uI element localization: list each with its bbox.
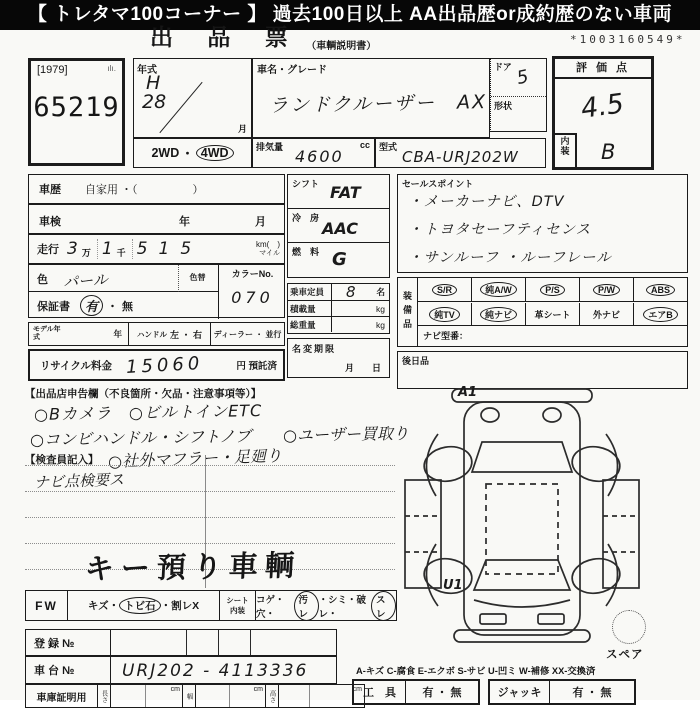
seat-interior-label: シート内装 (226, 596, 249, 615)
header-banner: 【 トレタマ100コーナー 】 過去100日以上 AA出品歴or成約歴のない車両 (0, 0, 700, 30)
hood-line (474, 600, 570, 607)
equip-cell-ps (526, 278, 580, 301)
drive-separator: ・ (181, 147, 194, 161)
shaken-label: 車検 (39, 216, 61, 228)
door-value: 5 (514, 66, 531, 89)
fog-light-right (538, 614, 564, 624)
fuel-cell (288, 243, 389, 276)
year-month-label: 月 (237, 124, 247, 134)
registration-divider-2 (218, 630, 219, 655)
mileage-sen-value: 1 (101, 239, 113, 259)
year-number: 28 (142, 91, 167, 113)
equip-airbag-label: エアB (643, 307, 678, 322)
car-body (464, 402, 580, 635)
lot-tag-mark: ılı. (107, 64, 116, 73)
capacity-value: 8 (346, 283, 356, 301)
equip-cell-abs (634, 278, 687, 301)
door-shape-box (490, 58, 547, 132)
fw-damage-part1: キズ・ (87, 600, 120, 612)
weight-label: 総重量 (288, 317, 332, 332)
registration-row (25, 629, 337, 656)
garage-row (25, 684, 365, 708)
note-line-1 (25, 465, 395, 466)
inspector-line2: ナビ点検要ス (33, 470, 125, 492)
fender-rear-right (606, 434, 618, 496)
equip-cell-airbag (634, 303, 687, 325)
car-diagram (402, 384, 642, 646)
equip-ps-label: P/S (540, 284, 565, 296)
fw-label: FW (35, 598, 58, 613)
vehicle-name-box (252, 58, 490, 138)
rear-window (472, 442, 572, 472)
shaken-month-label: 月 (255, 216, 266, 228)
mileage-man-unit: 万 (81, 247, 91, 258)
load-unit: kg (376, 303, 385, 314)
color-warranty-block (28, 264, 285, 318)
rear-right-detail (543, 408, 561, 422)
equip-aw-label: 純A/W (480, 282, 517, 297)
lot-number: 65219 (33, 92, 120, 123)
score-value: 4.5 (579, 88, 626, 125)
vehicle-name-value: ランドクルーザー AX (268, 91, 488, 117)
fuel-value: G (332, 249, 347, 270)
navi-model-label: ナビ型番： (423, 331, 469, 341)
key-deposit-note: キー預り車輌 (83, 550, 302, 586)
drive-row (133, 138, 252, 168)
shaken-row (28, 204, 285, 234)
weight-unit: kg (376, 319, 385, 330)
equipment-block (397, 277, 688, 347)
seat-damage-part2: 汚レ (294, 591, 319, 621)
warranty-yes: 有 (80, 295, 103, 316)
warranty-no: 無 (122, 300, 134, 313)
seller-note-line1: ○Bカメラ ○ビルトインETC (33, 401, 263, 424)
warranty-cell (29, 292, 219, 319)
recycle-value: 15060 (125, 352, 204, 378)
seller-note-label: 【出品店申告欄（不良箇所・欠品・注意事項等）】 (25, 388, 262, 400)
color-value: パール (62, 270, 109, 292)
drive-2wd: 2WD (151, 146, 180, 160)
fw-damage-part3: ・割レX (160, 600, 200, 612)
garage-height-cm: cm (352, 686, 362, 693)
color-no-cell (219, 265, 286, 319)
recycle-row (28, 349, 285, 381)
sales-line-1: ・メーカーナビ、DTV (408, 194, 565, 210)
equip-cell-aw (472, 278, 526, 301)
garage-height-label: 高さ (268, 689, 276, 703)
chassis-label: 車 台 № (34, 665, 75, 677)
mileage-row (28, 234, 285, 264)
equip-cell-sr (418, 278, 472, 301)
mileage-mile-label: マイル (259, 249, 280, 257)
seat-damage-cell (256, 591, 396, 620)
door-shape-divider (491, 96, 546, 97)
equip-leather-label: 革シート (534, 309, 571, 320)
drive-4wd: 4WD (196, 145, 234, 161)
fw-damage-cell (68, 591, 220, 620)
year-box (133, 58, 252, 138)
year-era: H (146, 72, 161, 94)
fender-rear-left (426, 434, 438, 496)
later-items-label: 後日品 (402, 356, 430, 366)
warranty-dot: ・ (107, 300, 119, 313)
chassis-value: URJ202 - 4113336 (122, 661, 309, 681)
model-year-row (28, 322, 285, 346)
displacement-label: 排気量 (256, 142, 284, 152)
color-change-label: 色替 (189, 273, 206, 283)
jack-value: 有 ・ 無 (572, 687, 612, 699)
equip-navi-label: 純ナビ (480, 307, 517, 322)
jack-box (488, 679, 636, 705)
note-line-2 (25, 491, 395, 492)
mileage-man-value: 3 (67, 239, 78, 259)
shift-label: シフト (292, 179, 320, 189)
equip-cell-pw (580, 278, 634, 301)
handle-value: 左 ・ 右 (169, 329, 202, 340)
load-row (288, 301, 389, 317)
sales-line-3: ・サンルーフ ・ルーフレール (408, 250, 612, 266)
sales-line-2: ・トヨタセーフティセンス (408, 222, 592, 238)
fw-damage-part2: トビ石 (119, 597, 161, 614)
ac-cell (288, 209, 389, 243)
seller-note-line2: ○コンビハンドル・シフトノブ ○ユーザー買取り (29, 423, 410, 450)
capacity-label: 乗車定員 (288, 284, 332, 300)
equip-cell-navi (472, 303, 526, 325)
lot-tag: [1979] (37, 64, 68, 76)
model-year-label: モデル年式 (33, 325, 61, 341)
mileage-rest-value: 515 (136, 239, 203, 259)
displacement-box (252, 138, 375, 168)
seat-damage-part3: ・シミ・破レ・ (318, 594, 367, 620)
shift-cell (288, 175, 389, 209)
model-code-value: CBA-URJ202W (402, 148, 519, 166)
damage-mark-a1: A1 (458, 385, 478, 400)
capacity-block (287, 283, 390, 334)
registration-divider-3 (250, 630, 251, 655)
shaken-year-label: 年 (179, 216, 190, 228)
color-no-label: カラーNo. (231, 269, 274, 279)
shift-ac-fuel-block (287, 174, 390, 278)
interior-value: B (601, 140, 616, 164)
garage-label: 車庫証明用 (36, 692, 87, 704)
ac-value: AAC (322, 219, 359, 238)
damage-legend: A-キズ C-腐食 E-エクボ S-サビ U-凹ミ W-補修 XX-交換済 (356, 666, 596, 676)
equip-extnavi-label: 外ナビ (592, 309, 620, 320)
rename-label: 名変期限 (292, 344, 337, 354)
mileage-km-label: km( ) (256, 239, 280, 249)
inspector-label: 【検査員記入】 (25, 454, 99, 466)
shift-value: FAT (330, 183, 361, 202)
displacement-value: 4600 (295, 147, 344, 166)
equip-cell-tv (418, 303, 472, 325)
mileage-divider2 (132, 239, 133, 259)
dealer-label: ディーラー ・ 並行 (213, 329, 282, 339)
history-row (28, 174, 285, 204)
shape-label: 形状 (494, 101, 513, 111)
year-label: 年式 (137, 65, 157, 76)
equip-abs-label: ABS (646, 284, 675, 296)
note-line-3 (25, 517, 395, 518)
garage-width-cm: cm (253, 686, 263, 693)
mileage-label: 走行 (37, 244, 59, 256)
serial-number: *1003160549* (570, 33, 686, 46)
sheet-title (150, 24, 490, 52)
sheet-title-text: 出 品 票 (150, 24, 302, 50)
warranty-label: 保証書 (37, 300, 70, 313)
inspector-line1: ○社外マフラー・足廻り (107, 445, 283, 472)
equip-pw-label: P/W (593, 284, 620, 296)
sales-points-label: セールスポイント (402, 179, 474, 189)
capacity-row (288, 284, 389, 301)
capacity-unit: 名 (376, 287, 385, 297)
mileage-sen-unit: 千 (116, 247, 126, 258)
load-label: 積載量 (288, 301, 332, 316)
equipment-label: 装備品 (402, 291, 412, 333)
fog-light-left (480, 614, 506, 624)
seat-damage-part4: スレ (371, 591, 396, 621)
registration-label: 登 録 № (34, 637, 75, 650)
seat-damage-part1: コゲ・穴・ (256, 594, 285, 620)
fender-front-right (606, 544, 618, 606)
mileage-divider (97, 239, 98, 259)
damage-mark-u1: U1 (443, 578, 463, 593)
model-year-unit: 年 (113, 329, 122, 339)
fuel-label: 燃 料 (292, 247, 320, 257)
garage-length-label: 長さ (100, 689, 108, 703)
score-box (552, 56, 654, 170)
weight-row (288, 317, 389, 332)
fw-table (25, 590, 397, 621)
recycle-label: リサイクル料金 (40, 359, 113, 372)
tool-value: 有 ・ 無 (422, 687, 462, 699)
history-label: 車歴 (39, 184, 61, 196)
registration-divider-1 (186, 630, 187, 655)
lot-box (28, 58, 125, 166)
jack-label: ジャッキ (490, 681, 550, 703)
equip-cell-leather (526, 303, 580, 325)
chassis-row (25, 656, 337, 684)
fender-front-left (426, 544, 438, 606)
door-label: ドア (494, 62, 512, 72)
rename-box (287, 338, 390, 378)
color-label: 色 (37, 274, 48, 286)
vehicle-name-label: 車名・グレード (257, 65, 327, 76)
color-cell (29, 265, 179, 292)
handle-label: ハンドル (136, 329, 167, 339)
spare-label: スペア (606, 649, 644, 661)
windshield (474, 560, 570, 590)
equip-sr-label: S/R (432, 284, 457, 296)
spare-circle (612, 610, 646, 644)
ac-label: 冷 房 (292, 213, 320, 223)
recycle-unit: 円 預託済 (236, 361, 277, 372)
model-code-label: 型式 (379, 142, 398, 152)
equip-tv-label: 純TV (429, 307, 460, 322)
rear-left-detail (481, 408, 499, 422)
garage-width-label: 幅 (185, 692, 193, 700)
tool-label: 工 具 (354, 681, 406, 703)
sales-points-box (397, 174, 688, 273)
color-no-value: 070 (231, 288, 274, 307)
rename-unit: 月 日 (344, 363, 381, 373)
sheet-subtitle: （車輌説明書） (306, 41, 377, 52)
model-code-box (375, 138, 546, 168)
interior-label: 内装 (559, 136, 570, 156)
garage-length-cm: cm (170, 686, 180, 693)
history-value: 自家用 ・（ ） (85, 184, 204, 196)
displacement-unit: cc (359, 140, 370, 150)
score-label: 評 価 点 (555, 59, 651, 79)
tool-box (352, 679, 480, 705)
equip-cell-extnavi (580, 303, 634, 325)
